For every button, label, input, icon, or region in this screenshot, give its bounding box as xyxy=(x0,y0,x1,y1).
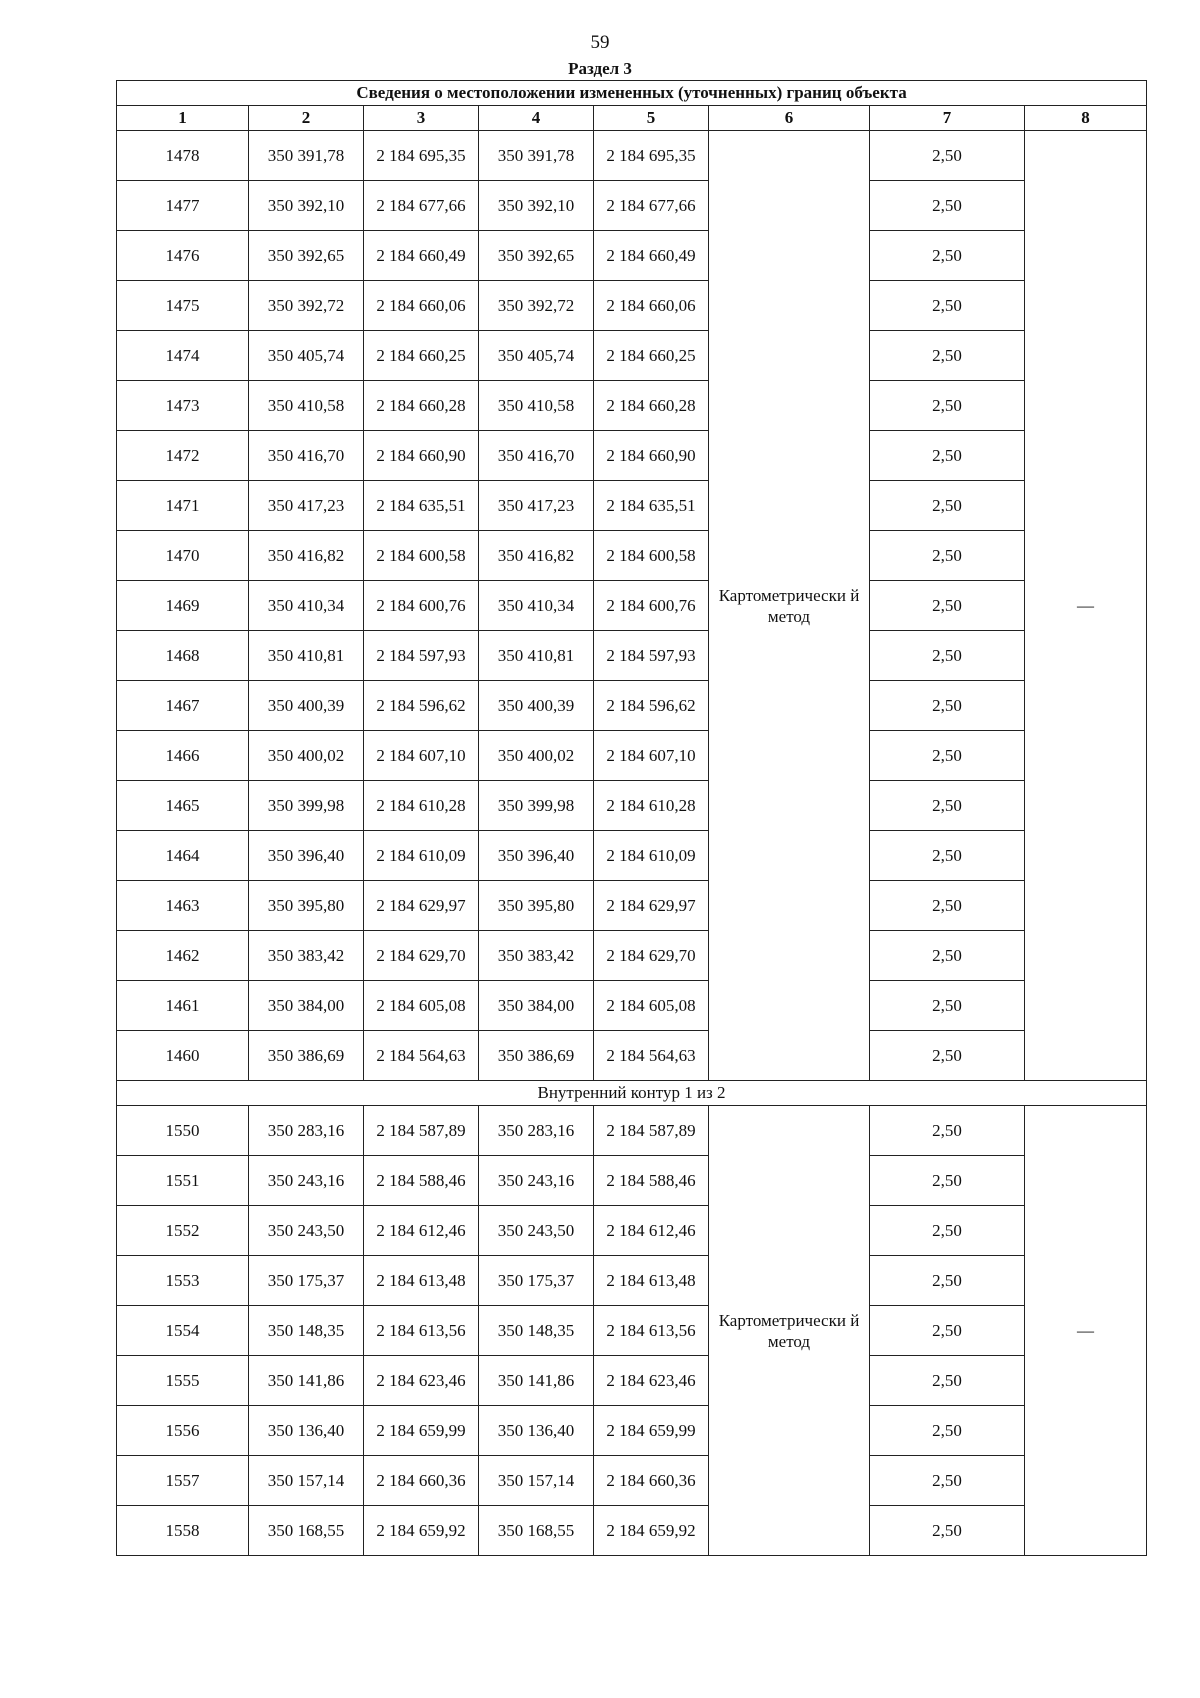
accuracy-cell: 2,50 xyxy=(870,1406,1025,1456)
existing-y-cell: 2 184 677,66 xyxy=(364,181,479,231)
point-number-cell: 1478 xyxy=(117,131,249,181)
existing-y-cell: 2 184 659,99 xyxy=(364,1406,479,1456)
column-number-row xyxy=(117,106,1147,131)
existing-y-cell: 2 184 600,58 xyxy=(364,531,479,581)
table-row xyxy=(117,1031,1147,1081)
point-number-cell: 1557 xyxy=(117,1456,249,1506)
existing-y-cell: 2 184 635,51 xyxy=(364,481,479,531)
refined-x-cell: 350 400,02 xyxy=(479,731,594,781)
column-number-4: 4 xyxy=(479,106,594,131)
existing-y-cell: 2 184 596,62 xyxy=(364,681,479,731)
existing-x-cell: 350 243,50 xyxy=(249,1206,364,1256)
column-8-cell: — xyxy=(1025,131,1147,1081)
existing-y-cell: 2 184 660,28 xyxy=(364,381,479,431)
accuracy-cell: 2,50 xyxy=(870,1506,1025,1556)
existing-y-cell: 2 184 587,89 xyxy=(364,1106,479,1156)
point-number-cell: 1550 xyxy=(117,1106,249,1156)
point-number-cell: 1466 xyxy=(117,731,249,781)
refined-x-cell: 350 175,37 xyxy=(479,1256,594,1306)
accuracy-cell: 2,50 xyxy=(870,981,1025,1031)
existing-x-cell: 350 400,39 xyxy=(249,681,364,731)
table-row xyxy=(117,1456,1147,1506)
refined-y-cell: 2 184 660,28 xyxy=(594,381,709,431)
accuracy-cell: 2,50 xyxy=(870,281,1025,331)
table-row xyxy=(117,431,1147,481)
table-row xyxy=(117,1156,1147,1206)
existing-y-cell: 2 184 629,97 xyxy=(364,881,479,931)
refined-x-cell: 350 410,81 xyxy=(479,631,594,681)
existing-y-cell: 2 184 660,06 xyxy=(364,281,479,331)
table-row xyxy=(117,1206,1147,1256)
existing-x-cell: 350 410,34 xyxy=(249,581,364,631)
refined-y-cell: 2 184 610,09 xyxy=(594,831,709,881)
table-row xyxy=(117,631,1147,681)
table-row xyxy=(117,581,1147,631)
existing-x-cell: 350 175,37 xyxy=(249,1256,364,1306)
existing-y-cell: 2 184 612,46 xyxy=(364,1206,479,1256)
existing-x-cell: 350 410,81 xyxy=(249,631,364,681)
existing-y-cell: 2 184 660,49 xyxy=(364,231,479,281)
point-number-cell: 1464 xyxy=(117,831,249,881)
accuracy-cell: 2,50 xyxy=(870,881,1025,931)
existing-x-cell: 350 391,78 xyxy=(249,131,364,181)
table-row xyxy=(117,981,1147,1031)
existing-x-cell: 350 136,40 xyxy=(249,1406,364,1456)
refined-y-cell: 2 184 564,63 xyxy=(594,1031,709,1081)
point-number-cell: 1467 xyxy=(117,681,249,731)
table-row xyxy=(117,1306,1147,1356)
column-number-5: 5 xyxy=(594,106,709,131)
refined-x-cell: 350 395,80 xyxy=(479,881,594,931)
existing-y-cell: 2 184 629,70 xyxy=(364,931,479,981)
refined-y-cell: 2 184 588,46 xyxy=(594,1156,709,1206)
accuracy-cell: 2,50 xyxy=(870,1156,1025,1206)
contour-label: Внутренний контур 1 из 2 xyxy=(117,1081,1147,1106)
existing-x-cell: 350 416,70 xyxy=(249,431,364,481)
refined-x-cell: 350 405,74 xyxy=(479,331,594,381)
existing-y-cell: 2 184 659,92 xyxy=(364,1506,479,1556)
refined-y-cell: 2 184 605,08 xyxy=(594,981,709,1031)
existing-x-cell: 350 283,16 xyxy=(249,1106,364,1156)
point-number-cell: 1470 xyxy=(117,531,249,581)
accuracy-cell: 2,50 xyxy=(870,831,1025,881)
table-row xyxy=(117,1506,1147,1556)
table-row xyxy=(117,531,1147,581)
refined-x-cell: 350 384,00 xyxy=(479,981,594,1031)
table-row xyxy=(117,1256,1147,1306)
accuracy-cell: 2,50 xyxy=(870,681,1025,731)
column-number-7: 7 xyxy=(870,106,1025,131)
existing-x-cell: 350 168,55 xyxy=(249,1506,364,1556)
existing-x-cell: 350 243,16 xyxy=(249,1156,364,1206)
refined-x-cell: 350 383,42 xyxy=(479,931,594,981)
refined-x-cell: 350 243,50 xyxy=(479,1206,594,1256)
existing-x-cell: 350 386,69 xyxy=(249,1031,364,1081)
refined-y-cell: 2 184 660,90 xyxy=(594,431,709,481)
table-row xyxy=(117,181,1147,231)
refined-y-cell: 2 184 695,35 xyxy=(594,131,709,181)
accuracy-cell: 2,50 xyxy=(870,1206,1025,1256)
refined-y-cell: 2 184 610,28 xyxy=(594,781,709,831)
refined-x-cell: 350 148,35 xyxy=(479,1306,594,1356)
accuracy-cell: 2,50 xyxy=(870,1456,1025,1506)
point-number-cell: 1473 xyxy=(117,381,249,431)
accuracy-cell: 2,50 xyxy=(870,1256,1025,1306)
point-number-cell: 1460 xyxy=(117,1031,249,1081)
point-number-cell: 1551 xyxy=(117,1156,249,1206)
table-row xyxy=(117,131,1147,181)
refined-x-cell: 350 417,23 xyxy=(479,481,594,531)
method-cell: Картометрически й метод xyxy=(709,1106,870,1556)
refined-x-cell: 350 391,78 xyxy=(479,131,594,181)
existing-y-cell: 2 184 610,09 xyxy=(364,831,479,881)
table-row xyxy=(117,681,1147,731)
point-number-cell: 1468 xyxy=(117,631,249,681)
existing-y-cell: 2 184 660,25 xyxy=(364,331,479,381)
existing-x-cell: 350 392,10 xyxy=(249,181,364,231)
point-number-cell: 1556 xyxy=(117,1406,249,1456)
existing-x-cell: 350 405,74 xyxy=(249,331,364,381)
refined-y-cell: 2 184 659,92 xyxy=(594,1506,709,1556)
refined-y-cell: 2 184 677,66 xyxy=(594,181,709,231)
existing-y-cell: 2 184 695,35 xyxy=(364,131,479,181)
boundary-coordinates-table xyxy=(116,80,1147,1556)
accuracy-cell: 2,50 xyxy=(870,531,1025,581)
table-row xyxy=(117,881,1147,931)
section-title: Раздел 3 xyxy=(568,59,632,78)
point-number-cell: 1476 xyxy=(117,231,249,281)
accuracy-cell: 2,50 xyxy=(870,1031,1025,1081)
refined-x-cell: 350 392,10 xyxy=(479,181,594,231)
accuracy-cell: 2,50 xyxy=(870,1306,1025,1356)
existing-x-cell: 350 395,80 xyxy=(249,881,364,931)
point-number-cell: 1553 xyxy=(117,1256,249,1306)
accuracy-cell: 2,50 xyxy=(870,481,1025,531)
point-number-cell: 1471 xyxy=(117,481,249,531)
table-row xyxy=(117,381,1147,431)
existing-x-cell: 350 400,02 xyxy=(249,731,364,781)
refined-x-cell: 350 386,69 xyxy=(479,1031,594,1081)
existing-y-cell: 2 184 607,10 xyxy=(364,731,479,781)
refined-y-cell: 2 184 587,89 xyxy=(594,1106,709,1156)
refined-y-cell: 2 184 660,06 xyxy=(594,281,709,331)
existing-x-cell: 350 384,00 xyxy=(249,981,364,1031)
table-body xyxy=(117,131,1147,1556)
existing-y-cell: 2 184 610,28 xyxy=(364,781,479,831)
refined-x-cell: 350 141,86 xyxy=(479,1356,594,1406)
existing-x-cell: 350 392,65 xyxy=(249,231,364,281)
table-row xyxy=(117,731,1147,781)
refined-y-cell: 2 184 629,70 xyxy=(594,931,709,981)
accuracy-cell: 2,50 xyxy=(870,231,1025,281)
table-row xyxy=(117,1406,1147,1456)
existing-x-cell: 350 416,82 xyxy=(249,531,364,581)
existing-x-cell: 350 417,23 xyxy=(249,481,364,531)
accuracy-cell: 2,50 xyxy=(870,331,1025,381)
accuracy-cell: 2,50 xyxy=(870,181,1025,231)
refined-y-cell: 2 184 660,25 xyxy=(594,331,709,381)
accuracy-cell: 2,50 xyxy=(870,1356,1025,1406)
point-number-cell: 1554 xyxy=(117,1306,249,1356)
refined-y-cell: 2 184 629,97 xyxy=(594,881,709,931)
point-number-cell: 1558 xyxy=(117,1506,249,1556)
refined-y-cell: 2 184 660,49 xyxy=(594,231,709,281)
table-row xyxy=(117,481,1147,531)
refined-y-cell: 2 184 607,10 xyxy=(594,731,709,781)
table-caption: Сведения о местоположении измененных (уточненных) границ объекта xyxy=(117,81,1147,106)
column-number-6: 6 xyxy=(709,106,870,131)
point-number-cell: 1469 xyxy=(117,581,249,631)
refined-y-cell: 2 184 600,58 xyxy=(594,531,709,581)
existing-y-cell: 2 184 605,08 xyxy=(364,981,479,1031)
table-row xyxy=(117,281,1147,331)
existing-x-cell: 350 410,58 xyxy=(249,381,364,431)
point-number-cell: 1462 xyxy=(117,931,249,981)
table-row xyxy=(117,231,1147,281)
point-number-cell: 1472 xyxy=(117,431,249,481)
table-row xyxy=(117,781,1147,831)
refined-y-cell: 2 184 613,48 xyxy=(594,1256,709,1306)
point-number-cell: 1465 xyxy=(117,781,249,831)
existing-x-cell: 350 396,40 xyxy=(249,831,364,881)
existing-x-cell: 350 141,86 xyxy=(249,1356,364,1406)
existing-y-cell: 2 184 660,36 xyxy=(364,1456,479,1506)
refined-y-cell: 2 184 659,99 xyxy=(594,1406,709,1456)
accuracy-cell: 2,50 xyxy=(870,431,1025,481)
existing-y-cell: 2 184 660,90 xyxy=(364,431,479,481)
point-number-cell: 1555 xyxy=(117,1356,249,1406)
refined-y-cell: 2 184 635,51 xyxy=(594,481,709,531)
method-cell: Картометрически й метод xyxy=(709,131,870,1081)
accuracy-cell: 2,50 xyxy=(870,381,1025,431)
refined-x-cell: 350 168,55 xyxy=(479,1506,594,1556)
point-number-cell: 1461 xyxy=(117,981,249,1031)
refined-x-cell: 350 396,40 xyxy=(479,831,594,881)
existing-y-cell: 2 184 597,93 xyxy=(364,631,479,681)
refined-x-cell: 350 416,70 xyxy=(479,431,594,481)
refined-y-cell: 2 184 660,36 xyxy=(594,1456,709,1506)
refined-x-cell: 350 136,40 xyxy=(479,1406,594,1456)
refined-x-cell: 350 410,58 xyxy=(479,381,594,431)
existing-y-cell: 2 184 613,56 xyxy=(364,1306,479,1356)
table-row xyxy=(117,831,1147,881)
refined-x-cell: 350 399,98 xyxy=(479,781,594,831)
accuracy-cell: 2,50 xyxy=(870,631,1025,681)
contour-label-row xyxy=(117,1081,1147,1106)
point-number-cell: 1475 xyxy=(117,281,249,331)
point-number-cell: 1552 xyxy=(117,1206,249,1256)
column-number-1: 1 xyxy=(117,106,249,131)
refined-y-cell: 2 184 596,62 xyxy=(594,681,709,731)
page-number: 59 xyxy=(590,32,610,53)
existing-x-cell: 350 383,42 xyxy=(249,931,364,981)
refined-y-cell: 2 184 612,46 xyxy=(594,1206,709,1256)
column-number-2: 2 xyxy=(249,106,364,131)
refined-x-cell: 350 400,39 xyxy=(479,681,594,731)
refined-x-cell: 350 410,34 xyxy=(479,581,594,631)
existing-x-cell: 350 148,35 xyxy=(249,1306,364,1356)
refined-x-cell: 350 157,14 xyxy=(479,1456,594,1506)
existing-x-cell: 350 157,14 xyxy=(249,1456,364,1506)
accuracy-cell: 2,50 xyxy=(870,931,1025,981)
existing-y-cell: 2 184 613,48 xyxy=(364,1256,479,1306)
table-row xyxy=(117,1106,1147,1156)
column-number-3: 3 xyxy=(364,106,479,131)
existing-y-cell: 2 184 588,46 xyxy=(364,1156,479,1206)
refined-y-cell: 2 184 613,56 xyxy=(594,1306,709,1356)
point-number-cell: 1477 xyxy=(117,181,249,231)
table-row xyxy=(117,331,1147,381)
table-row xyxy=(117,931,1147,981)
table-row xyxy=(117,1356,1147,1406)
refined-x-cell: 350 243,16 xyxy=(479,1156,594,1206)
accuracy-cell: 2,50 xyxy=(870,731,1025,781)
point-number-cell: 1463 xyxy=(117,881,249,931)
existing-y-cell: 2 184 564,63 xyxy=(364,1031,479,1081)
column-8-cell: — xyxy=(1025,1106,1147,1556)
refined-x-cell: 350 283,16 xyxy=(479,1106,594,1156)
accuracy-cell: 2,50 xyxy=(870,781,1025,831)
refined-x-cell: 350 392,65 xyxy=(479,231,594,281)
accuracy-cell: 2,50 xyxy=(870,1106,1025,1156)
existing-x-cell: 350 399,98 xyxy=(249,781,364,831)
refined-x-cell: 350 392,72 xyxy=(479,281,594,331)
refined-y-cell: 2 184 597,93 xyxy=(594,631,709,681)
refined-y-cell: 2 184 600,76 xyxy=(594,581,709,631)
existing-x-cell: 350 392,72 xyxy=(249,281,364,331)
refined-x-cell: 350 416,82 xyxy=(479,531,594,581)
accuracy-cell: 2,50 xyxy=(870,581,1025,631)
refined-y-cell: 2 184 623,46 xyxy=(594,1356,709,1406)
existing-y-cell: 2 184 623,46 xyxy=(364,1356,479,1406)
point-number-cell: 1474 xyxy=(117,331,249,381)
column-number-8: 8 xyxy=(1025,106,1147,131)
accuracy-cell: 2,50 xyxy=(870,131,1025,181)
existing-y-cell: 2 184 600,76 xyxy=(364,581,479,631)
